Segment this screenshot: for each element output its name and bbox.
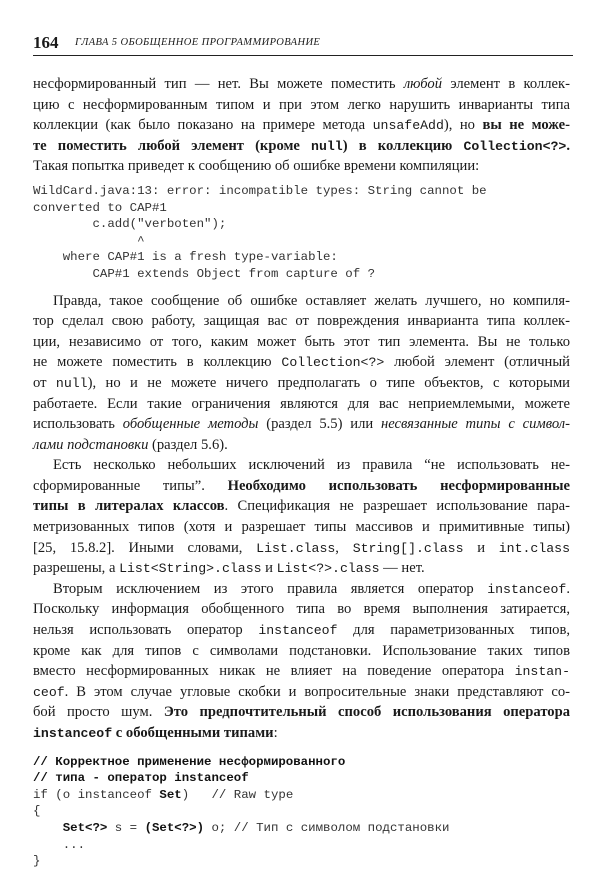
text-run: // типа - оператор instanceof bbox=[33, 771, 249, 786]
text-run: несформированный тип — нет. Вы можете поместить bbox=[33, 76, 404, 92]
text-run: не можете поместить в коллекцию bbox=[33, 354, 282, 371]
inline-code: instanceof bbox=[487, 581, 567, 597]
inline-code: List<?>.class bbox=[276, 561, 380, 577]
text-line bbox=[33, 352, 570, 373]
text-run: Правда, такое сообщение об ошибке оставляет желать лучшего, но компиля- bbox=[53, 292, 570, 309]
text-line bbox=[33, 394, 570, 415]
text-run: . Спецификация не разрешает использование пара- bbox=[224, 498, 571, 515]
text-line bbox=[33, 496, 570, 517]
text-line bbox=[33, 115, 570, 136]
text-run: Есть несколько небольших исключений из правила “не использовать не- bbox=[53, 457, 570, 474]
text-run: . В этом случае угловые скобки и вопросительные знаки представляют со- bbox=[64, 683, 570, 700]
inline-code: Collection<?> bbox=[281, 355, 385, 371]
text-run: ... bbox=[33, 837, 86, 852]
text-line bbox=[33, 332, 570, 353]
text-line bbox=[33, 682, 570, 703]
text-run: ) // Raw type bbox=[181, 787, 294, 802]
text-run: — нет. bbox=[379, 560, 425, 577]
code-line: where CAP#1 is a fresh type-variable: bbox=[33, 250, 338, 265]
text-run: Set bbox=[159, 787, 182, 802]
inline-code: instanceof bbox=[258, 623, 338, 639]
text-run: // Корректное применение несформированного bbox=[33, 754, 346, 769]
code-line: CAP#1 extends Object from capture of ? bbox=[33, 266, 376, 281]
text-line bbox=[33, 723, 570, 744]
text-run: с обобщенными типами bbox=[112, 725, 274, 741]
paragraph-error-explanation bbox=[33, 291, 570, 456]
text-line bbox=[33, 476, 570, 497]
text-line bbox=[33, 95, 570, 116]
code-line bbox=[33, 787, 570, 804]
text-run: разрешены, а bbox=[33, 560, 120, 577]
text-run: [25, 15.8.2]. Иными словами, bbox=[33, 539, 257, 556]
text-run: Такая попытка приведет к сообщению об ошибке времени компиляции: bbox=[33, 158, 480, 175]
text-run: . bbox=[566, 137, 570, 154]
text-run: лами подстановки bbox=[33, 436, 149, 453]
code-line bbox=[33, 820, 570, 837]
text-run: обобщенные методы bbox=[122, 416, 259, 433]
text-run: кроме как для типов с символами подстановки. Использование таких типов bbox=[33, 642, 570, 659]
text-line bbox=[33, 435, 570, 456]
text-run: ции, независимо от того, каким может быть этот тип элемента. Вы не только bbox=[33, 333, 570, 350]
text-run: и bbox=[261, 560, 277, 577]
running-head: ГЛАВА 5 ОБОБЩЕННОЕ ПРОГРАММИРОВАНИЕ bbox=[75, 37, 321, 48]
text-run: , bbox=[335, 539, 353, 556]
text-run: несвязанные типы с символ- bbox=[380, 416, 570, 433]
text-run: o; // Тип с символом подстановки bbox=[204, 820, 450, 835]
text-run: Это предпочтительный способ использования оператора bbox=[163, 704, 571, 721]
text-line bbox=[33, 641, 570, 662]
paragraph-raw-type-insertion bbox=[33, 74, 570, 177]
text-run: ) в коллекцию bbox=[342, 137, 464, 154]
text-line bbox=[33, 517, 570, 538]
page-body bbox=[33, 74, 570, 878]
inline-code: List.class bbox=[256, 540, 336, 556]
text-line bbox=[33, 291, 570, 312]
text-run: if (o instanceof bbox=[33, 787, 160, 802]
text-line bbox=[33, 311, 570, 332]
text-run: нельзя использовать оператор bbox=[33, 622, 259, 639]
code-line bbox=[33, 803, 570, 820]
text-run: вместо несформированных никак не влияет на поведение оператора bbox=[33, 663, 515, 680]
text-run: работаете. Если такие ограничения являются для вас неприемлемыми, можете bbox=[33, 395, 570, 412]
text-run: Вторым исключением из этого правила является оператор bbox=[53, 580, 488, 597]
text-line bbox=[33, 538, 570, 559]
text-line bbox=[33, 702, 570, 723]
inline-code: String[].class bbox=[352, 540, 464, 556]
inline-code: Collection<?> bbox=[463, 138, 567, 154]
page-number: 164 bbox=[33, 33, 59, 52]
code-line: WildCard.java:13: error: incompatible types: String cannot be bbox=[33, 183, 487, 198]
text-run: использовать bbox=[33, 416, 123, 433]
inline-code: instanceof bbox=[33, 726, 113, 741]
text-run: (раздел 5.5) или bbox=[258, 416, 381, 433]
inline-code: instan- bbox=[514, 664, 570, 680]
text-run: те поместить любой элемент (кроме bbox=[33, 137, 312, 154]
text-run: : bbox=[273, 725, 278, 741]
text-line bbox=[33, 599, 570, 620]
text-line bbox=[33, 373, 570, 394]
code-line bbox=[33, 853, 570, 870]
text-run: (раздел 5.6). bbox=[148, 436, 228, 453]
code-line: converted to CAP#1 bbox=[33, 200, 167, 215]
code-line bbox=[33, 770, 570, 787]
text-run: для параметризованных типов, bbox=[337, 622, 571, 639]
text-run: . bbox=[566, 580, 570, 597]
text-run: и bbox=[463, 539, 499, 556]
code-line: c.add("verboten"); bbox=[33, 217, 227, 232]
code-line bbox=[33, 837, 570, 854]
text-run: s = bbox=[107, 820, 145, 835]
text-line bbox=[33, 579, 570, 600]
text-line bbox=[33, 620, 570, 641]
text-run: Поскольку информация обобщенного типа во время выполнения затирается, bbox=[33, 601, 570, 618]
text-run: элемент в коллек- bbox=[442, 76, 570, 92]
inline-code: List<String>.class bbox=[119, 561, 262, 577]
inline-code: int.class bbox=[498, 540, 570, 556]
text-run: вы не може- bbox=[482, 117, 570, 134]
inline-code: null bbox=[311, 138, 343, 154]
text-run: типы в литералах классов bbox=[33, 498, 225, 515]
text-run: цию с несформированным типом и при этом легко нарушить инварианты типа bbox=[33, 96, 570, 113]
text-run: тор сделал свою работу, защищая вас от повреждения инварианта типа коллек- bbox=[33, 313, 570, 330]
inline-code: unsafeAdd bbox=[372, 118, 444, 134]
text-run: метризованных типов (хотя и разрешает типы массивов и примитивные типы) bbox=[33, 519, 570, 536]
text-line bbox=[33, 455, 570, 476]
text-line bbox=[33, 558, 570, 579]
text-run: Set<?> bbox=[62, 820, 108, 835]
text-run: ), но и не можете ничего предполагать о типе объектов, с которыми bbox=[87, 374, 570, 391]
code-line bbox=[33, 754, 570, 771]
text-run: } bbox=[33, 854, 41, 869]
text-line bbox=[33, 661, 570, 682]
code-line: ^ bbox=[33, 233, 145, 248]
paragraph-instanceof-exception bbox=[33, 579, 570, 744]
text-line bbox=[33, 156, 570, 177]
text-run: { bbox=[33, 804, 41, 819]
paragraph-class-literals-exception bbox=[33, 455, 570, 579]
text-run: бой просто шум. bbox=[33, 704, 164, 721]
text-run: ), но bbox=[443, 117, 483, 134]
text-run: любой bbox=[403, 76, 443, 92]
text-run: Необходимо использовать несформированные bbox=[227, 477, 570, 494]
page-header bbox=[33, 33, 573, 56]
inline-code: ceof bbox=[33, 684, 65, 700]
inline-code: null bbox=[55, 375, 88, 391]
instanceof-code-listing bbox=[33, 754, 570, 870]
text-line bbox=[33, 414, 570, 435]
text-run: любой элемент (отличный bbox=[384, 354, 570, 371]
text-run: коллекции (как было показано на примере метода bbox=[33, 117, 373, 134]
text-run: (Set<?>) bbox=[144, 820, 205, 835]
text-line bbox=[33, 74, 570, 95]
text-run bbox=[33, 821, 63, 835]
text-run: от bbox=[33, 374, 56, 391]
text-run: сформированные типы”. bbox=[33, 477, 228, 494]
text-line bbox=[33, 136, 570, 157]
compiler-error-listing bbox=[33, 183, 570, 283]
